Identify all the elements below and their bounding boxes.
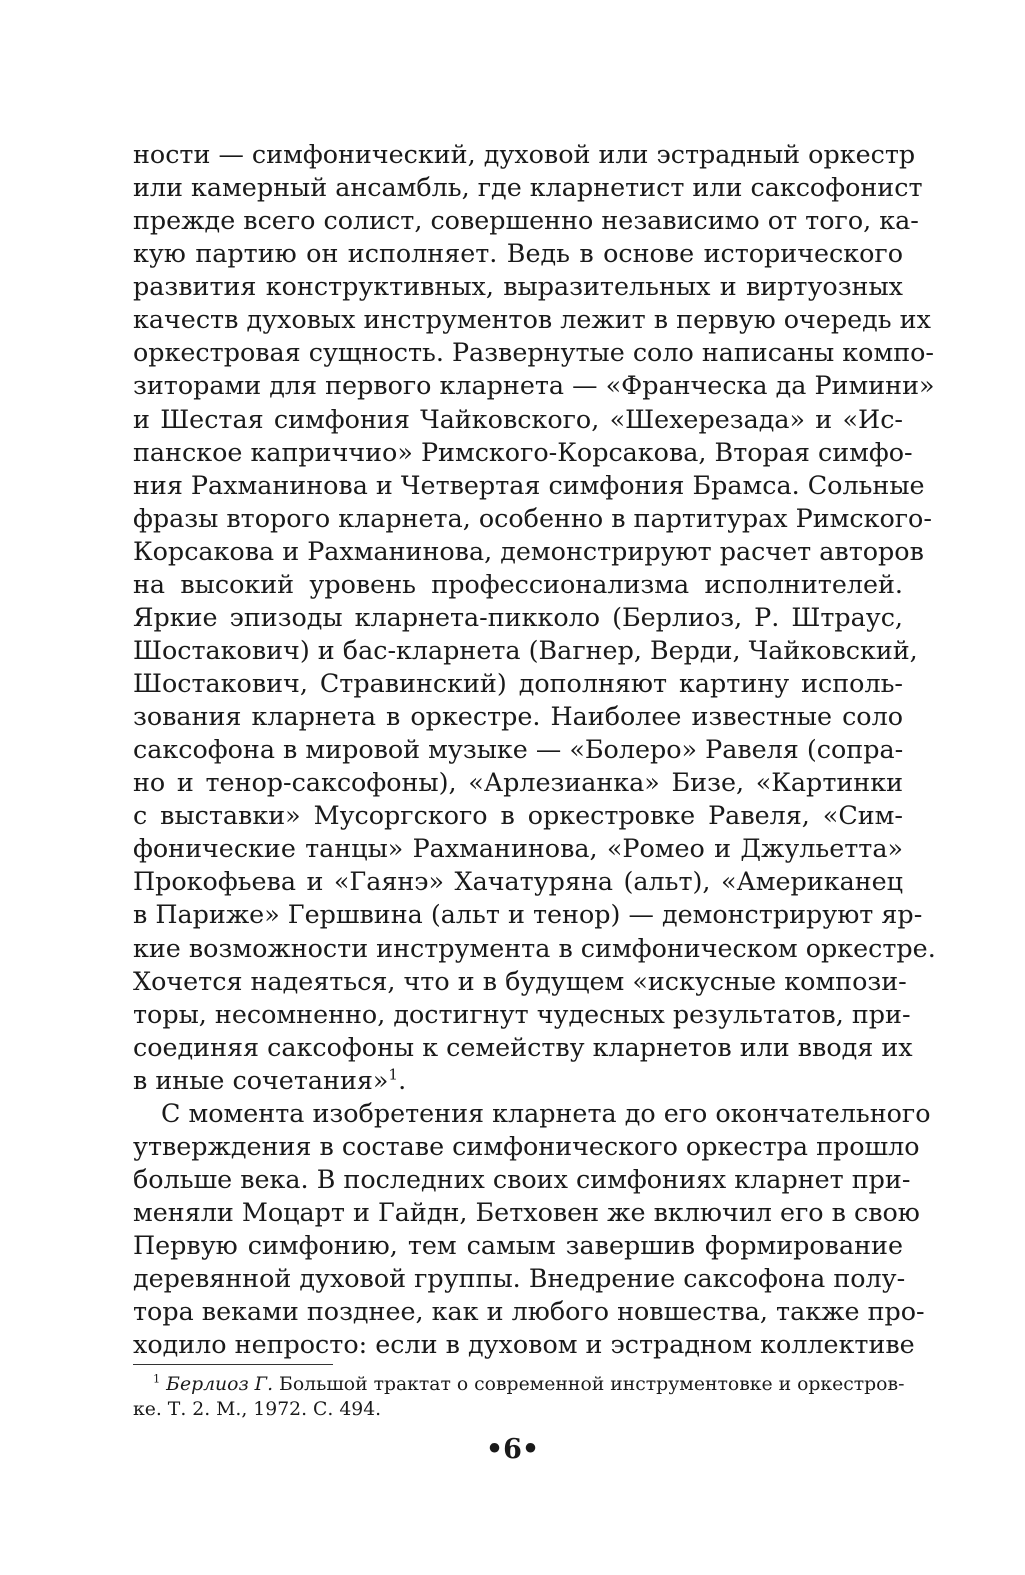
p2-line: Первую симфонию, тем самым завершив формирование <box>133 1230 903 1261</box>
p2-line: утверждения в составе симфонического оркестра прошло <box>133 1130 920 1161</box>
p1-line: развития конструктивных, выразительных и виртуозных <box>133 271 903 302</box>
p1-line: в Париже» Гершвина (альт и тенор) — демонстрируют яр- <box>133 899 923 930</box>
p1-line: соединяя саксофоны к семейству кларнетов или вводя их <box>133 1031 913 1062</box>
p1-line: Корсакова и Рахманинова, демонстрируют расчет авторов <box>133 535 924 566</box>
p1-line: саксофона в мировой музыке — «Болеро» Равеля (сопра- <box>133 734 904 765</box>
footnote-mark: 1 <box>153 1372 161 1386</box>
p1-line: или камерный ансамбль, где кларнетист или саксофонист <box>133 172 923 203</box>
p1-line: но и тенор-саксофоны), «Арлезианка» Бизе, «Картинки <box>133 767 903 798</box>
footnote-reference: 1 <box>388 1065 399 1084</box>
p2-line: С момента изобретения кларнета до его окончательного <box>161 1097 931 1128</box>
paragraph-1-last-line <box>133 1064 903 1097</box>
p1-line: Шостакович) и бас-кларнета (Вагнер, Верди, Чайковский, <box>133 634 918 665</box>
p1-line: Шостакович, Стравинский) дополняют картину исполь- <box>133 668 903 698</box>
p1-line: кую партию он исполняет. Ведь в основе исторического <box>133 238 903 269</box>
p1-line: кие возможности инструмента в симфоническом оркестре. <box>133 932 936 963</box>
p1-line: зования кларнета в оркестре. Наиболее известные соло <box>133 701 903 732</box>
last-line-text: в иные сочетания» <box>133 1064 389 1095</box>
footnote-title: Большой трактат о современной инструментовке и оркестров- <box>273 1374 905 1395</box>
footnote <box>133 1372 903 1422</box>
page-number: •6• <box>485 1434 540 1465</box>
body-text <box>133 138 936 1361</box>
p1-line: прежде всего солист, совершенно независимо от того, ка- <box>133 205 919 236</box>
p1-line: фразы второго кларнета, особенно в партитурах Римского- <box>133 502 932 533</box>
p1-line: ности — симфонический, духовой или эстрадный оркестр <box>133 139 916 169</box>
p2-line: тора веками позднее, как и любого новшества, также про- <box>133 1296 925 1327</box>
p1-line: торы, несомненно, достигнут чудесных результатов, при- <box>133 998 911 1029</box>
p1-line: на высокий уровень профессионализма исполнителей. <box>133 568 903 599</box>
p1-line: Хочется надеяться, что и в будущем «искусные компози- <box>133 965 907 996</box>
p1-line: зиторами для первого кларнета — «Франческа да Римини» <box>133 370 935 401</box>
p1-line: и Шестая симфония Чайковского, «Шехерезада» и «Ис- <box>133 403 903 434</box>
p1-line: оркестровая сущность. Развернутые соло написаны компо- <box>133 337 934 368</box>
last-line-end: . <box>398 1064 407 1095</box>
p1-line: Яркие эпизоды кларнета-пикколо (Берлиоз, Р. Штраус, <box>133 601 903 632</box>
footnote-line-1 <box>133 1372 903 1397</box>
p2-line: ходило непросто: если в духовом и эстрадном коллективе <box>133 1329 915 1360</box>
p2-line: меняли Моцарт и Гайдн, Бетховен же включил его в свою <box>133 1197 920 1227</box>
footnote-author: Берлиоз Г. <box>166 1374 274 1395</box>
p1-line: панское каприччио» Римского-Корсакова, Вторая симфо- <box>133 436 913 467</box>
p2-line: больше века. В последних своих симфониях кларнет при- <box>133 1163 911 1194</box>
p1-line: фонические танцы» Рахманинова, «Ромео и Джульетта» <box>133 833 903 864</box>
p2-line: деревянной духовой группы. Внедрение саксофона полу- <box>133 1263 906 1294</box>
p1-line: с выставки» Мусоргского в оркестровке Равеля, «Сим- <box>133 800 903 831</box>
p1-line: ния Рахманинова и Четвертая симфония Брамса. Сольные <box>133 469 925 500</box>
footnote-line-2: ке. Т. 2. М., 1972. С. 494. <box>133 1399 382 1420</box>
p1-line: Прокофьева и «Гаянэ» Хачатуряна (альт), «Американец <box>133 866 903 897</box>
p1-line: качеств духовых инструментов лежит в первую очередь их <box>133 304 931 335</box>
footnote-divider <box>133 1364 333 1365</box>
paragraph-2 <box>133 1097 931 1362</box>
paragraph-1 <box>133 138 936 1064</box>
